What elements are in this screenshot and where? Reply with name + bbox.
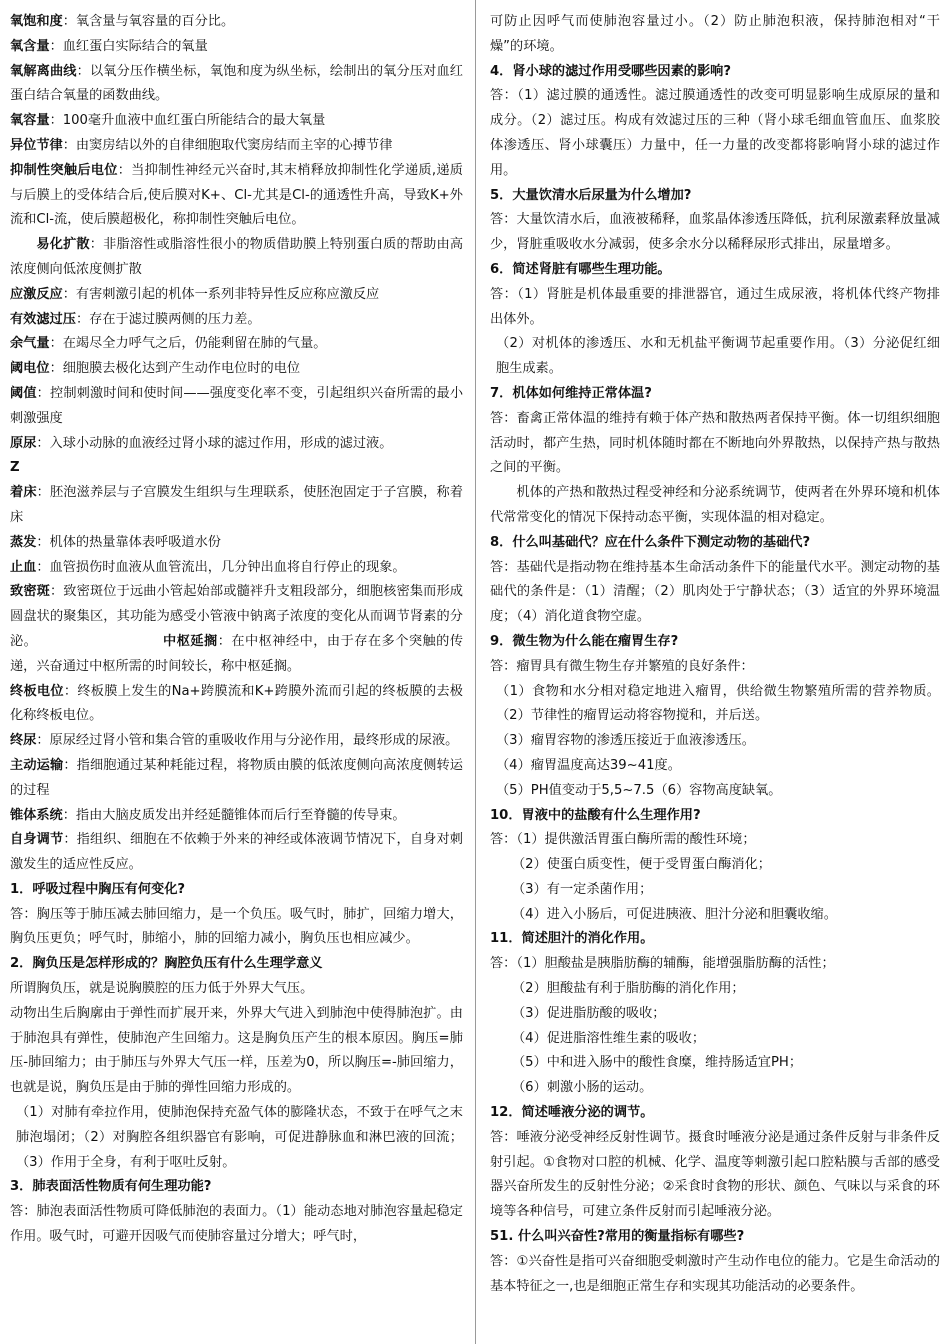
definition-entry [10, 729, 463, 754]
question-heading: 1．呼吸过程中胸压有何变化? [10, 881, 186, 897]
definition-entry [10, 10, 463, 35]
definition-term: 阈值 [10, 385, 37, 401]
definition-entry [10, 680, 463, 730]
definition-text: ：机体的热量靠体表呼吸道水份 [36, 534, 221, 550]
definition-term: 中枢延搁 [162, 633, 218, 649]
spacer [37, 634, 162, 649]
answer-paragraph: 答：（1）滤过膜的通透性。滤过膜通透性的改变可明显影响生成原尿的量和成分。（2）滤过压。构成有效滤过压的三种（肾小球毛细血管血压、血浆胶体渗透压、肾小球囊压）力量中，任一力量的改变都将影响肾小球的滤过作用。 [490, 88, 940, 178]
definition-text: ：由窦房结以外的自律细胞取代窦房结而主宰的心搏节律 [62, 137, 393, 153]
definition-entry [10, 531, 463, 556]
definition-text: ：致密斑位于远曲小管起始部或髓袢升支粗段部分，细胞核密集而形成圆盘状的聚集区，其功能为感受小管液中钠离子浓度的变化从而调节肾素的分泌。 [10, 584, 463, 649]
right-column [490, 10, 940, 1299]
definition-entry [10, 432, 463, 457]
definition-entry [10, 754, 463, 804]
definition-term: 有效滤过压 [10, 311, 76, 327]
question-heading: 4．肾小球的滤过作用受哪些因素的影响? [490, 63, 732, 79]
definition-term: 氧饱和度 [10, 14, 63, 29]
answer-paragraph: 答：基础代是指动物在维持基本生命活动条件下的能量代水平。测定动物的基础代的条件是：（1）清醒；（2）肌肉处于宁静状态；（3）适宜的外界环境温度；（4）消化道食物空虚。 [490, 559, 940, 625]
definition-term: 蒸发 [10, 534, 37, 550]
definition-entry [10, 382, 463, 432]
definition-entry [10, 804, 463, 829]
definition-term: 终尿 [10, 733, 37, 749]
definition-entry [10, 159, 463, 233]
definition-entry [10, 109, 463, 134]
question-heading: 5．大量饮清水后尿量为什么增加? [490, 187, 692, 203]
definition-text: ：氧含量与氧容量的百分比。 [62, 14, 235, 29]
definition-text: ：指由大脑皮质发出并经延髓锥体而后行至脊髓的传导束。 [62, 807, 406, 823]
definition-term: 致密斑 [10, 584, 50, 600]
answer-paragraph: （2）使蛋白质变性，便于受胃蛋白酶消化； [512, 857, 771, 873]
question-heading: 11．简述胆汁的消化作用。 [490, 931, 654, 947]
answer-paragraph: （2）胆酸盐有利于脂肪酶的消化作用； [512, 981, 745, 997]
answer-paragraph: 答：（1）提供激活胃蛋白酶所需的酸性环境； [490, 832, 756, 848]
definition-entry [10, 357, 463, 382]
definition-text: ：血红蛋白实际结合的氧量 [49, 38, 208, 54]
answer-paragraph: （2）对机体的渗透压、水和无机盐平衡调节起重要作用。（3）分泌促红细胞生成素。 [496, 336, 940, 377]
definition-entry [10, 556, 463, 581]
answer-paragraph: 答：肺泡表面活性物质可降低肺泡的表面力。（1）能动态地对肺泡容量起稳定作用。吸气时，可避开因吸气而使肺容量过分增大；呼气时， [10, 1204, 463, 1245]
definition-term: 阈电位 [10, 361, 50, 377]
answer-paragraph: （1）对肺有牵拉作用，使肺泡保持充盈气体的膨隆状态，不致于在呼气之末肺泡塌闭；（2）对胸腔各组织器官有影响，可促进静脉血和淋巴液的回流；（3）作用于全身，有利于呕吐反射。 [16, 1105, 463, 1170]
definition-text: ：血管损伤时血液从血管流出，几分钟出血将自行停止的现象。 [36, 559, 406, 575]
definition-entry [10, 481, 463, 531]
definition-term: 着床 [10, 485, 37, 501]
answer-paragraph: 答：胸压等于肺压减去肺回缩力，是一个负压。吸气时，肺扩，回缩力增大，胸负压更负；呼气时，肺缩小，肺的回缩力减小，胸负压也相应减少。 [10, 906, 463, 947]
question-heading: 12．简述唾液分泌的调节。 [490, 1105, 654, 1121]
answer-paragraph: （3）瘤胃容物的渗透压接近于血液渗透压。 [496, 733, 755, 749]
question-heading: 7．机体如何维持正常体温? [490, 385, 652, 401]
definition-term: 抑制性突触后电位 [10, 162, 118, 178]
definition-term: 易化扩散 [36, 237, 90, 253]
question-heading: 8．什么叫基础代？应在什么条件下测定动物的基础代? [490, 534, 811, 550]
answer-paragraph: （5）中和进入肠中的酸性食糜，维持肠适宜PH； [512, 1055, 803, 1071]
definition-term: 自身调节 [10, 832, 64, 848]
definition-entry [10, 60, 463, 110]
definition-entry [10, 233, 463, 283]
column-divider [475, 0, 476, 1344]
answer-paragraph: （4）促进脂溶性维生素的吸收； [512, 1030, 706, 1046]
definition-term: 原尿 [10, 435, 37, 451]
definition-text: ：以氧分压作横坐标，氧饱和度为纵坐标，绘制出的氧分压对血红蛋白结合氧量的函数曲线。 [10, 63, 463, 104]
definition-term: 异位节律 [10, 137, 63, 153]
question-heading: 6．简述肾脏有哪些生理功能。 [490, 261, 671, 277]
definition-term: 氧含量 [10, 38, 50, 54]
answer-paragraph: 答：（1）肾脏是机体最重要的排泄器官，通过生成尿液，将机体代终产物排出体外。 [490, 286, 940, 327]
definition-term: 主动运输 [10, 757, 64, 773]
definition-term: 氧容量 [10, 113, 50, 129]
answer-paragraph: 机体的产热和散热过程受神经和分泌系统调节，使两者在外界环境和机体代常常变化的情况下保持动态平衡，实现体温的相对稳定。 [490, 485, 940, 525]
answer-paragraph: 答：①兴奋性是指可兴奋细胞受刺激时产生动作电位的能力。它是生命活动的基本特征之一,也是细胞正常生存和实现其功能活动的必要条件。 [490, 1253, 940, 1294]
definition-text: ：非脂溶性或脂溶性很小的物质借助膜上特别蛋白质的帮助由高浓度侧向低浓度侧扩散 [10, 237, 464, 277]
definition-term: 锥体系统 [10, 807, 63, 823]
definition-text: ：存在于滤过膜两侧的压力差。 [75, 311, 261, 327]
definition-text: ：100毫升血液中血红蛋白所能结合的最大氧量 [49, 113, 326, 129]
left-column [10, 10, 463, 1250]
definition-entry [10, 580, 463, 679]
definition-text: ：入球小动脉的血液经过肾小球的滤过作用，形成的滤过液。 [36, 435, 393, 451]
answer-paragraph: （3）促进脂肪酸的吸收； [512, 1005, 666, 1021]
answer-paragraph: 答：瘤胃具有微生物生存并繁殖的良好条件： [490, 658, 754, 674]
answer-paragraph: 可防止因呼气而使肺泡容量过小。（2）防止肺泡积液，保持肺泡相对“干燥”的环境。 [490, 14, 940, 54]
answer-paragraph: 答：（1）胆酸盐是胰脂肪酶的辅酶，能增强脂肪酶的活性； [490, 956, 835, 972]
question-heading: 3．肺表面活性物质有何生理功能? [10, 1179, 212, 1195]
answer-paragraph: 所谓胸负压，就是说胸膜腔的压力低于外界大气压。 [10, 981, 314, 997]
question-heading: 51. 什么叫兴奋性?常用的衡量指标有哪些? [490, 1229, 745, 1245]
answer-paragraph: 答：畜禽正常体温的维持有赖于体产热和散热两者保持平衡。体一切组织细胞活动时，都产生热，同时机体随时都在不断地向外界散热，以保持产热与散热之间的平衡。 [490, 410, 940, 476]
definition-text: ：终板膜上发生的Na+跨膜流和K+跨膜外流而引起的终板膜的去极化称终板电位。 [10, 683, 463, 724]
definition-text: ：控制刺激时间和使时间——强度变化率不变，引起组织兴奋所需的最小刺激强度 [10, 385, 464, 426]
question-heading: Z [10, 460, 20, 476]
definition-entry [10, 134, 463, 159]
definition-entry [10, 35, 463, 60]
definition-entry [10, 308, 463, 333]
definition-term: 终板电位 [10, 683, 64, 699]
answer-paragraph: （4）进入小肠后，可促进胰液、胆汁分泌和胆囊收缩。 [512, 906, 837, 922]
definition-text: ：原尿经过肾小管和集合管的重吸收作用与分泌作用，最终形成的尿液。 [36, 733, 459, 749]
answer-paragraph: 答：大量饮清水后，血液被稀释，血浆晶体渗透压降低，抗利尿激素释放量减少，肾脏重吸收水分减弱，使多余水分以稀释尿形式排出，尿量增多。 [490, 212, 940, 253]
question-heading: 2．胸负压是怎样形成的？胸腔负压有什么生理学意义 [10, 956, 323, 972]
definition-text: ：当抑制性神经元兴奋时,其末梢释放抑制性化学递质,递质与后膜上的受体结合后,使后膜对K+、Cl-尤其是Cl-的通透性升高，导致K+外流和Cl-流，使后膜超极化，称抑制性突触后电位。 [10, 162, 463, 228]
definition-text: ：胚泡滋养层与子宫膜发生组织与生理联系，使胚泡固定于子宫膜，称着床 [10, 485, 463, 525]
question-heading: 10．胃液中的盐酸有什么生理作用? [490, 807, 701, 823]
definition-term: 余气量 [10, 336, 50, 352]
definition-text: ：有害刺激引起的机体一系列非特异性反应称应激反应 [62, 286, 380, 302]
definition-entry [10, 332, 463, 357]
answer-paragraph: （3）有一定杀菌作用； [512, 881, 653, 897]
definition-text: ：在竭尽全力呼气之后，仍能剩留在肺的气量。 [49, 336, 327, 352]
definition-entry [10, 828, 463, 878]
answer-paragraph: 动物出生后胸廓由于弹性而扩展开来，外界大气进入到肺泡中使得肺泡扩。由于肺泡具有弹性，使肺泡产生回缩力。这是胸负压产生的根本原因。胸压=肺压-肺回缩力；由于肺压与外界大气压一样，压差为0，所以胸压=-肺回缩力，也就是说，胸负压是由于肺的弹性回缩力形成的。 [10, 1005, 463, 1096]
definition-text: ：细胞膜去极化达到产生动作电位时的电位 [49, 361, 301, 377]
answer-paragraph: （1）食物和水分相对稳定地进入瘤胃，供给微生物繁殖所需的营养物质。（2）节律性的瘤胃运动将容物搅和，并后送。 [496, 683, 940, 724]
definition-entry [10, 283, 463, 308]
definition-text: ：在中枢神经中，由于存在多个突触的传递，兴奋通过中枢所需的时间较长，称中枢延搁。 [10, 633, 464, 674]
definition-text: ：指组织、细胞在不依赖于外来的神经或体液调节情况下，自身对刺激发生的适应性反应。 [10, 832, 463, 873]
answer-paragraph: （6）刺激小肠的运动。 [512, 1080, 653, 1096]
answer-paragraph: （5）PH值变动于5,5~7.5（6）容物高度缺氧。 [496, 782, 782, 798]
answer-paragraph: （4）瘤胃温度高达39~41度。 [496, 757, 681, 773]
question-heading: 9．微生物为什么能在瘤胃生存? [490, 633, 679, 649]
definition-term: 应激反应 [10, 286, 63, 302]
definition-text: ：指细胞通过某种耗能过程，将物质由膜的低浓度侧向高浓度侧转运的过程 [10, 757, 463, 798]
definition-term: 止血 [10, 559, 37, 575]
definition-term: 氧解离曲线 [10, 63, 77, 79]
answer-paragraph: 答：唾液分泌受神经反射性调节。摄食时唾液分泌是通过条件反射与非条件反射引起。①食物对口腔的机械、化学、温度等刺激引起口腔粘膜与舌部的感受器兴奋所发生的反射性分泌；②采食时食物的形状、颜色、气味以与采食的环境等各种信号，可建立条件反射而引起唾液分泌。 [490, 1129, 940, 1220]
